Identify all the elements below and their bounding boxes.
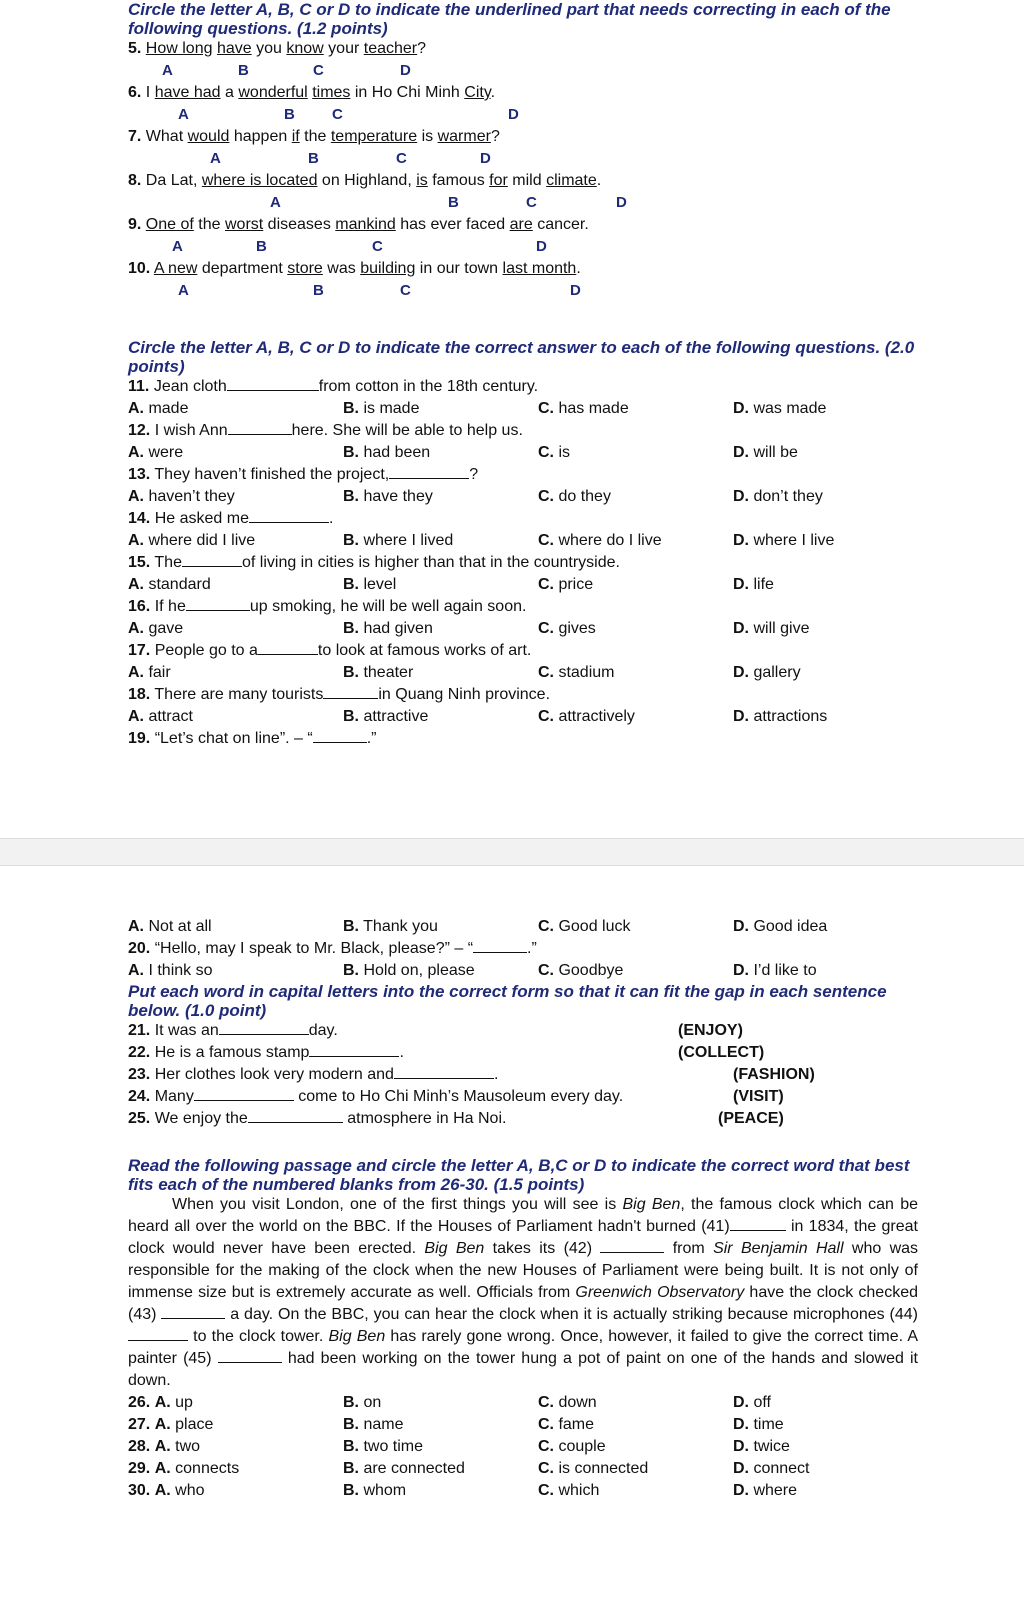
option-a[interactable]: A. haven’t they [128,488,235,505]
word-form-21: 21. It was an day. (ENJOY) [128,1022,743,1039]
word-form-23: 23. Her clothes look very modern and . (FASHION) [128,1066,815,1083]
option-a[interactable]: A. standard [128,576,211,593]
question-8: 8. Da Lat, where is located on Highland, is famous for mild climate. [128,172,602,189]
option-c[interactable]: C. attractively [538,708,635,725]
option-a[interactable]: A. made [128,400,189,417]
option-c[interactable]: C. price [538,576,594,593]
cloze-options-30 [128,1480,918,1502]
question-15: 15. The of living in cities is higher than that in the countryside. [128,554,620,571]
cloze-options-29 [128,1458,918,1480]
question-12: 12. I wish Ann here. She will be able to help us. [128,422,523,439]
option-a[interactable]: A. where did I live [128,532,256,549]
answer-letters-7: A B C D [210,150,491,167]
option-b[interactable]: B. name [343,1416,404,1433]
option-c[interactable]: C. where do I live [538,532,662,549]
word-form-22: 22. He is a famous stamp . (COLLECT) [128,1044,765,1061]
option-b[interactable]: B. are connected [343,1460,465,1477]
worksheet [128,0,918,750]
answer-letters-9: A B C D [172,238,547,255]
section2-instruction: Circle the letter A, B, C or D to indicate the correct answer to each of the following questions. (2.0 points) [128,338,915,376]
answer-letters-10: A B C D [178,282,581,299]
option-d[interactable]: D. gallery [733,664,801,681]
answer-letters-8: A B C D [270,194,627,211]
question-6: 6. I have had a wonderful times in Ho Chi Minh City. [128,84,496,101]
options-11 [128,398,918,420]
option-a[interactable]: 28. A. two [128,1438,201,1455]
option-d[interactable]: D. don’t they [733,488,823,505]
options-19: A. Not at all B. Thank you C. Good luck D. Good idea [128,918,828,935]
options-15 [128,574,918,596]
option-c[interactable]: C. down [538,1394,597,1411]
page-break-divider [0,838,1024,866]
option-d[interactable]: D. attractions [733,708,828,725]
word-form-24: 24. Many come to Ho Chi Minh’s Mausoleum every day. (VISIT) [128,1088,784,1105]
option-c[interactable]: C. which [538,1482,600,1499]
question-9: 9. One of the worst diseases mankind has ever faced are cancer. [128,216,589,233]
question-11: 11. Jean cloth from cotton in the 18th century. [128,378,539,395]
question-18: 18. There are many tourists in Quang Ninh province. [128,686,551,703]
option-b[interactable]: B. theater [343,664,414,681]
option-a[interactable]: 27. A. place [128,1416,214,1433]
option-d[interactable]: D. will give [733,620,810,637]
option-b[interactable]: B. where I lived [343,532,454,549]
option-a[interactable]: 29. A. connects [128,1460,240,1477]
answer-letters-6: A B C D [178,106,519,123]
option-b[interactable]: B. had given [343,620,433,637]
cloze-options-26 [128,1392,918,1414]
options-13 [128,486,918,508]
word-form-25: 25. We enjoy the atmosphere in Ha Noi. (PEACE) [128,1110,784,1127]
option-a[interactable]: A. attract [128,708,193,725]
word-form-list [128,1020,918,1130]
option-c[interactable]: C. gives [538,620,596,637]
options-17 [128,662,918,684]
option-a[interactable]: A. fair [128,664,171,681]
option-c[interactable]: C. is connected [538,1460,649,1477]
option-c[interactable]: C. stadium [538,664,615,681]
option-a[interactable]: 30. A. who [128,1482,205,1499]
options-18 [128,706,918,728]
cloze-options-28 [128,1436,918,1458]
option-a[interactable]: A. gave [128,620,184,637]
option-d[interactable]: D. where I live [733,532,835,549]
answer-letters-5: A B C D [162,62,411,79]
option-d[interactable]: D. connect [733,1460,810,1477]
options-12 [128,442,918,464]
option-c[interactable]: C. do they [538,488,611,505]
reading-passage: When you visit London, one of the first things you will see is Big Ben, the famous clock which can be heard all over the world on the BBC. If the Houses of Parliament hadn't burned (41) in 1834, the great clock would never have been erected. Big Ben takes its (42) from Sir Benjamin Hall who was responsible for the making of the clock when the new Houses of Parliament were being built. It is not only of immense size but is extremely accurate as well. Officials from Greenwich Observatory have the clock checked (43) a day. On the BBC, you can hear the clock when it is actually striking because microphones (44) to the clock tower. Big Ben has rarely gone wrong. Once, however, it failed to give the correct time. A painter (45) had been working on the tower hung a pot of paint on one of the hands and slowed it down. [128,1196,919,1389]
section4-instruction: Read the following passage and circle the letter A, B,C or D to indicate the correct word that best fits each of the numbered blanks from 26-30. (1.5 points) [128,1156,910,1194]
question-13: 13. They haven’t finished the project, ? [128,466,479,483]
question-19: 19. “Let’s chat on line”. – “ .” [128,730,377,747]
option-d[interactable]: D. was made [733,400,827,417]
question-16: 16. If he up smoking, he will be well again soon. [128,598,527,615]
option-d[interactable]: D. where [733,1482,798,1499]
option-d[interactable]: D. time [733,1416,784,1433]
option-c[interactable]: C. couple [538,1438,606,1455]
option-c[interactable]: C. is [538,444,571,461]
options-14 [128,530,918,552]
option-b[interactable]: B. attractive [343,708,429,725]
option-d[interactable]: D. off [733,1394,771,1411]
options-20: A. I think so B. Hold on, please C. Goodbye D. I’d like to [128,962,817,979]
options-16 [128,618,918,640]
question-14: 14. He asked me . [128,510,334,527]
option-b[interactable]: B. is made [343,400,420,417]
worksheet-page-2 [128,916,918,1502]
option-b[interactable]: B. have they [343,488,433,505]
option-a[interactable]: 26. A. up [128,1394,193,1411]
section1-instruction: Circle the letter A, B, C or D to indicate the underlined part that needs correcting in each of the following questions. (1.2 points) [128,0,891,38]
option-b[interactable]: B. had been [343,444,431,461]
multiple-choice-list [128,376,918,728]
question-7: 7. What would happen if the temperature is warmer? [128,128,500,145]
question-10: 10. A new department store was building in our town last month. [128,260,581,277]
question-5: 5. How long have you know your teacher? [128,40,427,57]
option-b[interactable]: B. level [343,576,397,593]
option-c[interactable]: C. has made [538,400,629,417]
cloze-options-27 [128,1414,918,1436]
option-a[interactable]: A. were [128,444,184,461]
option-d[interactable]: D. will be [733,444,798,461]
option-d[interactable]: D. life [733,576,774,593]
cloze-options-list [128,1392,918,1502]
option-b[interactable]: B. whom [343,1482,407,1499]
section3-instruction: Put each word in capital letters into the correct form so that it can fit the gap in each sentence below. (1.0 point) [128,982,887,1020]
question-17: 17. People go to a to look at famous works of art. [128,642,532,659]
option-b[interactable]: B. two time [343,1438,424,1455]
question-20: 20. “Hello, may I speak to Mr. Black, please?” – “ .” [128,940,537,957]
option-d[interactable]: D. twice [733,1438,790,1455]
option-c[interactable]: C. fame [538,1416,595,1433]
option-b[interactable]: B. on [343,1394,382,1411]
